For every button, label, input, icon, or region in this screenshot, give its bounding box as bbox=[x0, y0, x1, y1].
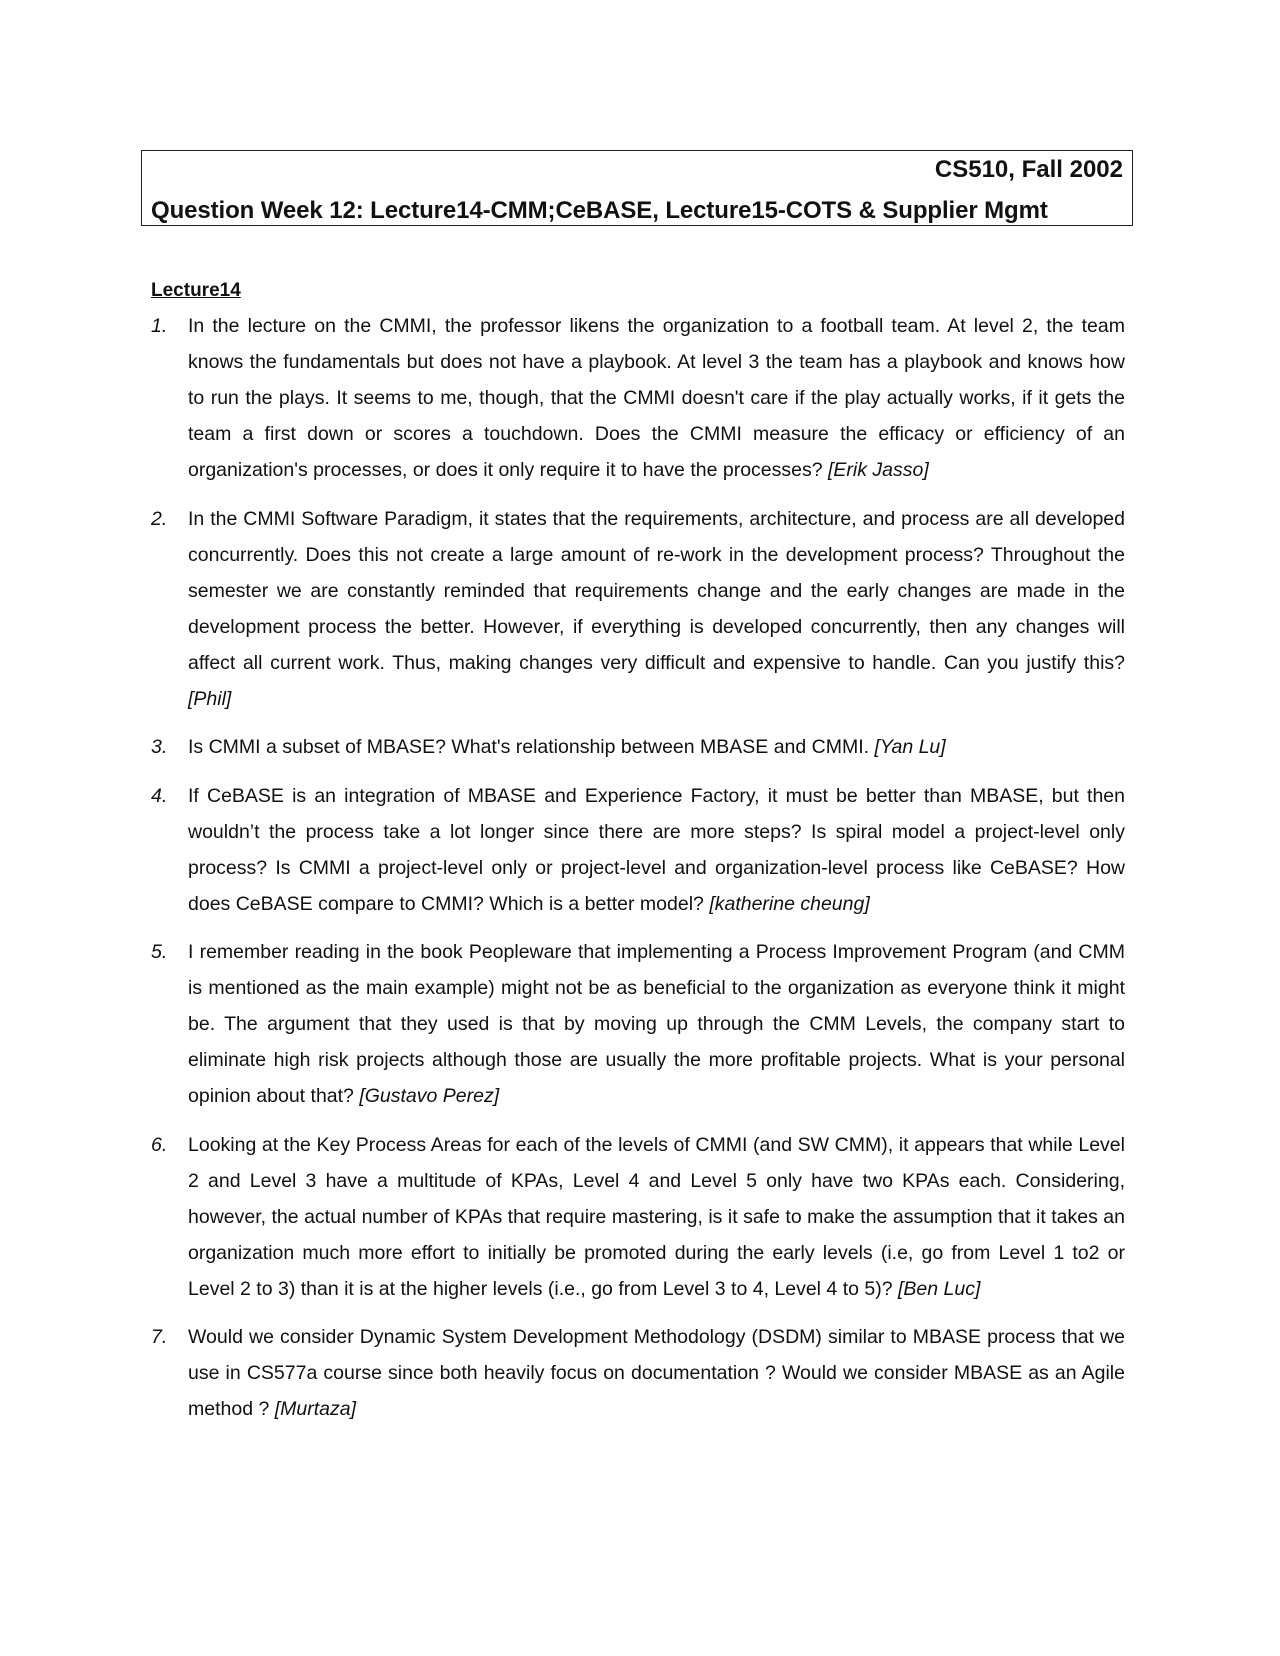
question-text: Would we consider Dynamic System Development Methodology (DSDM) similar to MBASE process that we use in CS577a course since both heavily focus on documentation ? Would we consider MBASE as an Agile method ? bbox=[188, 1326, 1125, 1420]
document-header-box bbox=[141, 150, 1133, 226]
question-text: In the CMMI Software Paradigm, it states that the requirements, architecture, and process are all developed concurrently. Does this not create a large amount of re-work in the development process? Throughout the semester we are constantly reminded that requirements change and the early changes are made in the development process the better. However, if everything is developed concurrently, then any changes will affect all current work. Thus, making changes very difficult and expensive to handle. Can you justify this? bbox=[188, 507, 1125, 674]
question-author: [Gustavo Perez] bbox=[359, 1085, 500, 1107]
question-text-block bbox=[188, 778, 1125, 922]
question-author: [Ben Luc] bbox=[897, 1277, 981, 1300]
question-text: If CeBASE is an integration of MBASE and Experience Factory, it must be better than MBASE, but then wouldn’t the process take a lot longer since there are more steps? Is spiral model a project-level only process? Is CMMI a project-level only or project-level and organization-level process like CeBASE? How does CeBASE compare to CMMI? Which is a better model? bbox=[188, 784, 1125, 915]
question-number: 3. bbox=[151, 736, 168, 758]
section-heading: Lecture14 bbox=[151, 280, 241, 301]
question-author: [katherine cheung] bbox=[709, 892, 870, 915]
question-item bbox=[151, 729, 1125, 765]
question-text-block bbox=[188, 1127, 1125, 1307]
question-author: [Yan Lu] bbox=[874, 736, 946, 758]
question-item bbox=[151, 1127, 1125, 1307]
question-item bbox=[151, 778, 1125, 922]
question-text-block bbox=[188, 1319, 1125, 1427]
question-number: 2. bbox=[151, 507, 168, 530]
question-text-block bbox=[188, 729, 1125, 765]
question-author: [Murtaza] bbox=[274, 1398, 357, 1420]
document-title: Question Week 12: Lecture14-CMM;CeBASE, Lecture15-COTS & Supplier Mgmt bbox=[151, 197, 1048, 224]
question-text: I remember reading in the book Peopleware that implementing a Process Improvement Program (and CMM is mentioned as the main example) might not be as beneficial to the organization as everyone think it might be. The argument that they used is that by moving up through the CMM Levels, the company start to eliminate high risk projects although those are usually the more profitable projects. What is your personal opinion about that? bbox=[188, 941, 1125, 1107]
question-number: 6. bbox=[151, 1133, 168, 1156]
question-author: [Erik Jasso] bbox=[828, 459, 929, 481]
question-number: 7. bbox=[151, 1326, 168, 1348]
question-item bbox=[151, 1319, 1125, 1427]
question-number: 4. bbox=[151, 784, 168, 807]
question-text: Is CMMI a subset of MBASE? What's relationship between MBASE and CMMI. bbox=[188, 736, 870, 758]
question-text-block bbox=[188, 501, 1125, 717]
question-text-block bbox=[188, 308, 1125, 488]
question-number: 5. bbox=[151, 941, 168, 963]
course-label: CS510, Fall 2002 bbox=[934, 156, 1123, 183]
question-text: Looking at the Key Process Areas for each of the levels of CMMI (and SW CMM), it appears that while Level 2 and Level 3 have a multitude of KPAs, Level 4 and Level 5 only have two KPAs each. Considering, however, the actual number of KPAs that require mastering, is it safe to make the assumption that it takes an organization much more effort to initially be promoted during the early levels (i.e, go from Level 1 to2 or Level 2 to 3) than it is at the higher levels (i.e., go from Level 3 to 4, Level 4 to 5)? bbox=[188, 1133, 1125, 1300]
question-item bbox=[151, 308, 1125, 488]
question-text-block bbox=[188, 934, 1125, 1114]
question-text: In the lecture on the CMMI, the professor likens the organization to a football team. At level 2, the team knows the fundamentals but does not have a playbook. At level 3 the team has a playbook and knows how to run the plays. It seems to me, though, that the CMMI doesn't care if the play actually works, if it gets the team a first down or scores a touchdown. Does the CMMI measure the efficacy or efficiency of an organization's processes, or does it only require it to have the processes? bbox=[188, 315, 1125, 481]
question-list bbox=[151, 308, 1125, 1440]
question-number: 1. bbox=[151, 315, 168, 337]
question-item bbox=[151, 501, 1125, 717]
question-author: [Phil] bbox=[188, 687, 232, 710]
question-item bbox=[151, 934, 1125, 1114]
